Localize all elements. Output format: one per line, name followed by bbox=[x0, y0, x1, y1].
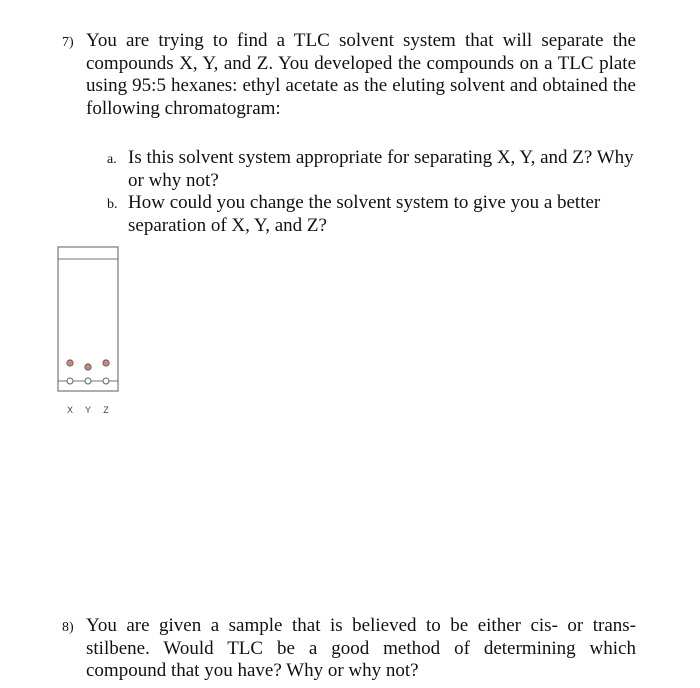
question-7-part-a bbox=[107, 147, 647, 192]
question-7 bbox=[62, 30, 636, 120]
lane-label-x: X bbox=[66, 405, 74, 415]
lane-label-y: Y bbox=[84, 405, 92, 415]
part-a-text: Is this solvent system appropriate for separating X, Y, and Z? Why or why not? bbox=[128, 147, 634, 191]
lane-label-z: Z bbox=[103, 405, 109, 415]
question-8 bbox=[62, 615, 636, 683]
tlc-plate-svg bbox=[52, 245, 124, 425]
origin-mark-z bbox=[103, 378, 109, 384]
question-8-text: You are given a sample that is believed to be either cis- or trans-stilbene. Would TLC be a good method of determining which compound that you have? Why or why not? bbox=[86, 615, 636, 681]
question-7-text: You are trying to find a TLC solvent system that will separate the compounds X, Y, and Z. You developed the compounds on a TLC plate using 95:5 hexanes: ethyl acetate as the eluting solvent and obtained the following chromatogram: bbox=[86, 30, 636, 119]
part-b-text: How could you change the solvent system to give you a better separation of X, Y, and Z? bbox=[128, 192, 601, 236]
origin-mark-y bbox=[85, 378, 91, 384]
tlc-chromatogram bbox=[52, 245, 124, 425]
spot-x bbox=[67, 360, 73, 366]
part-a-letter: a. bbox=[107, 152, 117, 167]
spot-y bbox=[85, 364, 91, 370]
question-7-part-b bbox=[107, 192, 647, 237]
part-b-letter: b. bbox=[107, 197, 118, 212]
spot-z bbox=[103, 360, 109, 366]
question-7-number: 7) bbox=[62, 35, 74, 50]
question-8-number: 8) bbox=[62, 620, 74, 635]
origin-mark-x bbox=[67, 378, 73, 384]
